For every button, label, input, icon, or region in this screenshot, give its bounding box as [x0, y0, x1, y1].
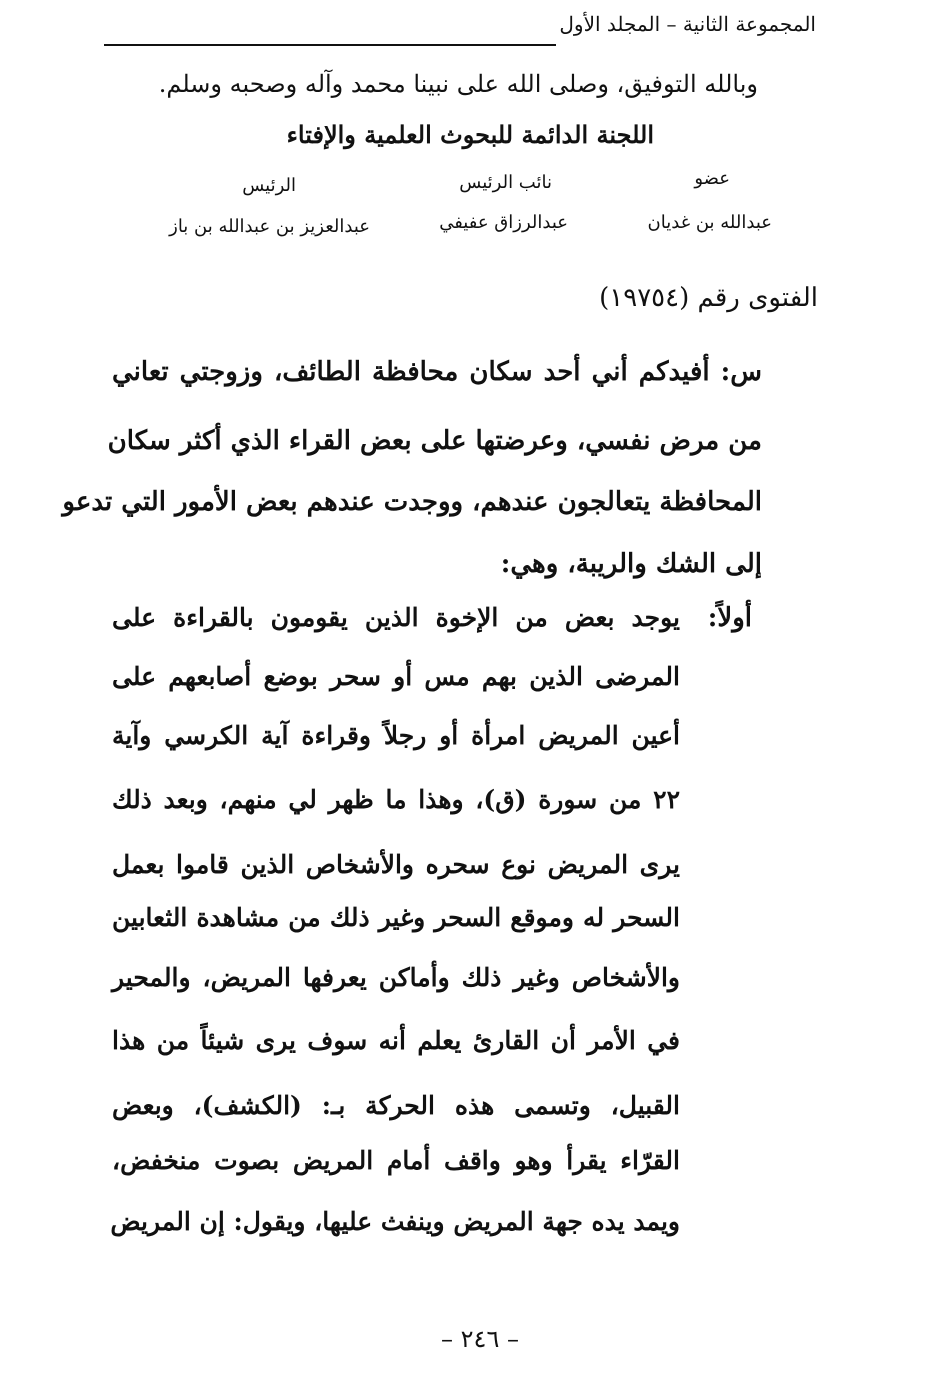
running-header: المجموعة الثانية – المجلد الأول	[559, 12, 816, 36]
signatory-role-president: الرئيس	[242, 175, 296, 196]
closing-line: وبالله التوفيق، وصلى الله على نبينا محمد وآله وصحبه وسلم.	[158, 70, 758, 98]
signatory-name-president: عبدالعزيز بن عبدالله بن باز	[169, 216, 370, 237]
signatory-role-member: عضو	[694, 168, 730, 189]
header-rule	[104, 44, 556, 46]
question-line: إلى الشك والريبة، وهي:	[500, 549, 762, 579]
item-label: أولاً:	[707, 603, 752, 633]
question-line: من مرض نفسي، وعرضتها على بعض القراء الذي أكثر سكان	[107, 426, 762, 456]
item-line: القبيل، وتسمى هذه الحركة بـ: (الكشف)، وبعض	[112, 1091, 680, 1120]
item-line: يوجد بعض من الإخوة الذين يقومون بالقراءة على	[112, 603, 680, 632]
fatwa-number: الفتوى رقم (١٩٧٥٤)	[599, 283, 818, 313]
signatory-role-vice-president: نائب الرئيس	[459, 172, 552, 193]
item-line: والأشخاص وغير ذلك وأماكن يعرفها المريض، والمحير	[112, 963, 680, 992]
question-line: س: أفيدكم أني أحد سكان محافظة الطائف، وزوجتي تعاني	[112, 357, 762, 387]
committee-title: اللجنة الدائمة للبحوث العلمية والإفتاء	[286, 120, 654, 149]
item-line: ٢٢ من سورة (ق)، وهذا ما ظهر لي منهم، وبعد ذلك	[112, 785, 680, 814]
question-line: المحافظة يتعالجون عندهم، ووجدت عندهم بعض الأمور التي تدعو	[62, 487, 762, 517]
item-line: ويمد يده جهة المريض وينفث عليها، ويقول: إن المريض	[110, 1207, 680, 1236]
item-line: القرّاء يقرأ وهو واقف أمام المريض بصوت منخفض،	[112, 1146, 680, 1175]
item-line: المرضى الذين بهم مس أو سحر بوضع أصابعهم على	[112, 662, 680, 691]
item-line: السحر له وموقع السحر وغير ذلك من مشاهدة الثعابين	[112, 903, 680, 932]
item-line: أعين المريض امرأة أو رجلاً وقراءة آية الكرسي وآية	[112, 721, 680, 750]
item-line: يرى المريض نوع سحره والأشخاص الذين قاموا بعمل	[112, 850, 680, 879]
item-line: في الأمر أن القارئ يعلم أنه سوف يرى شيئاً من هذا	[112, 1026, 680, 1055]
signatory-name-member: عبدالله بن غديان	[647, 212, 772, 233]
page-number: – ٢٤٦ –	[441, 1325, 519, 1353]
signatory-name-vice-president: عبدالرزاق عفيفي	[439, 212, 568, 233]
